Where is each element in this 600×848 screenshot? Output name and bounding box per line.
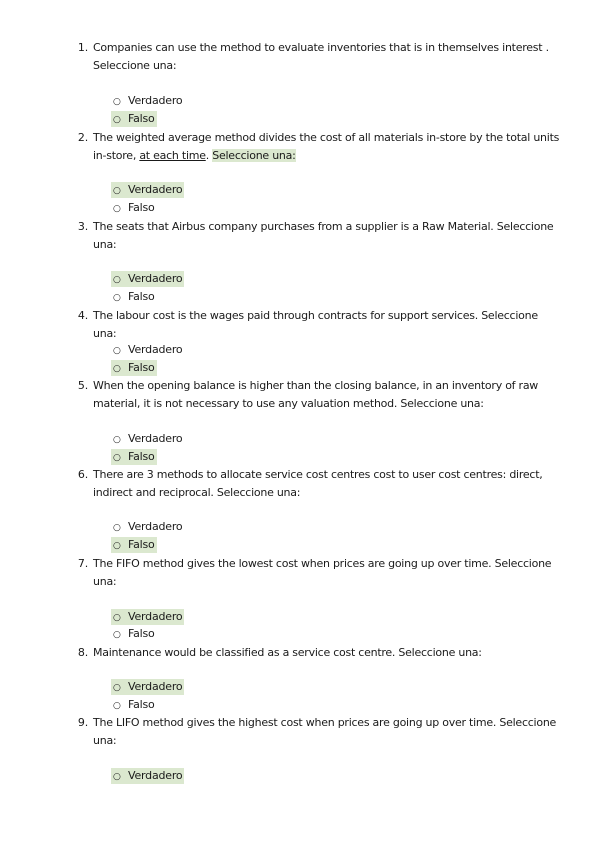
question-text: Companies can use the method to evaluate inventories that is in themselves interest . Seleccione una: (93, 41, 549, 72)
option-falso-selected[interactable] (111, 537, 157, 553)
question-number: 8. (77, 646, 88, 659)
option-label: Falso (128, 538, 155, 551)
option-label: Verdadero (128, 680, 183, 693)
option-label: Falso (128, 698, 155, 711)
question-text: The seats that Airbus company purchases from a supplier is a Raw Material. Seleccione una: (93, 220, 554, 251)
question-number: 9. (77, 716, 88, 729)
question-number: 2. (77, 131, 88, 144)
radio-circle-icon: ○ (113, 701, 121, 711)
radio-circle-icon: ○ (113, 453, 121, 463)
radio-circle-icon: ○ (113, 97, 121, 107)
option-label: Verdadero (128, 432, 183, 445)
question-number: 7. (77, 557, 88, 570)
radio-circle-icon: ○ (113, 346, 121, 356)
option-falso[interactable] (111, 626, 157, 642)
option-falso[interactable] (111, 200, 157, 216)
option-label: Verdadero (128, 520, 183, 533)
question-number: 6. (77, 468, 88, 481)
option-verdadero[interactable] (111, 93, 184, 109)
option-label: Verdadero (128, 94, 183, 107)
option-label: Falso (128, 112, 155, 125)
option-verdadero[interactable] (111, 342, 184, 358)
question-number: 4. (77, 309, 88, 322)
question-text: The FIFO method gives the lowest cost when prices are going up over time. Seleccione una: (93, 557, 552, 588)
question-text: Maintenance would be classified as a service cost centre. Seleccione una: (93, 646, 482, 659)
radio-circle-icon: ○ (113, 683, 121, 693)
option-label: Verdadero (128, 769, 183, 782)
radio-circle-icon: ○ (113, 275, 121, 285)
option-verdadero-selected[interactable] (111, 182, 184, 198)
option-falso-selected[interactable] (111, 449, 157, 465)
option-verdadero-selected[interactable] (111, 768, 184, 784)
option-label: Falso (128, 201, 155, 214)
highlighted-text: Seleccione una: (212, 149, 296, 162)
underlined-text: at each time (139, 149, 206, 162)
option-label: Falso (128, 361, 155, 374)
question-text: The LIFO method gives the highest cost when prices are going up over time. Seleccione una: (93, 716, 557, 747)
option-falso-selected[interactable] (111, 111, 157, 127)
radio-circle-icon: ○ (113, 541, 121, 551)
radio-circle-icon: ○ (113, 364, 121, 374)
option-label: Verdadero (128, 610, 183, 623)
option-label: Falso (128, 450, 155, 463)
option-falso[interactable] (111, 289, 157, 305)
radio-circle-icon: ○ (113, 293, 121, 303)
radio-circle-icon: ○ (113, 115, 121, 125)
option-verdadero[interactable] (111, 431, 184, 447)
option-label: Falso (128, 290, 155, 303)
question-number: 3. (77, 220, 88, 233)
option-label: Verdadero (128, 183, 183, 196)
question-text: The weighted average method divides the cost of all materials in-store by the total units in-store, at each time. Seleccione una: (93, 131, 560, 162)
radio-circle-icon: ○ (113, 772, 121, 782)
option-falso-selected[interactable] (111, 360, 157, 376)
radio-circle-icon: ○ (113, 523, 121, 533)
option-label: Falso (128, 627, 155, 640)
option-label: Verdadero (128, 343, 183, 356)
option-verdadero-selected[interactable] (111, 679, 184, 695)
option-verdadero-selected[interactable] (111, 271, 184, 287)
option-verdadero-selected[interactable] (111, 609, 184, 625)
option-label: Verdadero (128, 272, 183, 285)
question-text: When the opening balance is higher than the closing balance, in an inventory of raw material, it is not necessary to use any valuation method. Seleccione una: (93, 379, 539, 410)
question-number: 1. (77, 41, 88, 54)
question-text: There are 3 methods to allocate service cost centres cost to user cost centres: direct, indirect and reciprocal. Seleccione una: (93, 468, 543, 499)
radio-circle-icon: ○ (113, 186, 121, 196)
option-falso[interactable] (111, 697, 157, 713)
question-text: The labour cost is the wages paid through contracts for support services. Seleccione una: (93, 309, 538, 340)
radio-circle-icon: ○ (113, 204, 121, 214)
radio-circle-icon: ○ (113, 435, 121, 445)
option-verdadero[interactable] (111, 519, 184, 535)
question-number: 5. (77, 379, 88, 392)
radio-circle-icon: ○ (113, 630, 121, 640)
radio-circle-icon: ○ (113, 613, 121, 623)
